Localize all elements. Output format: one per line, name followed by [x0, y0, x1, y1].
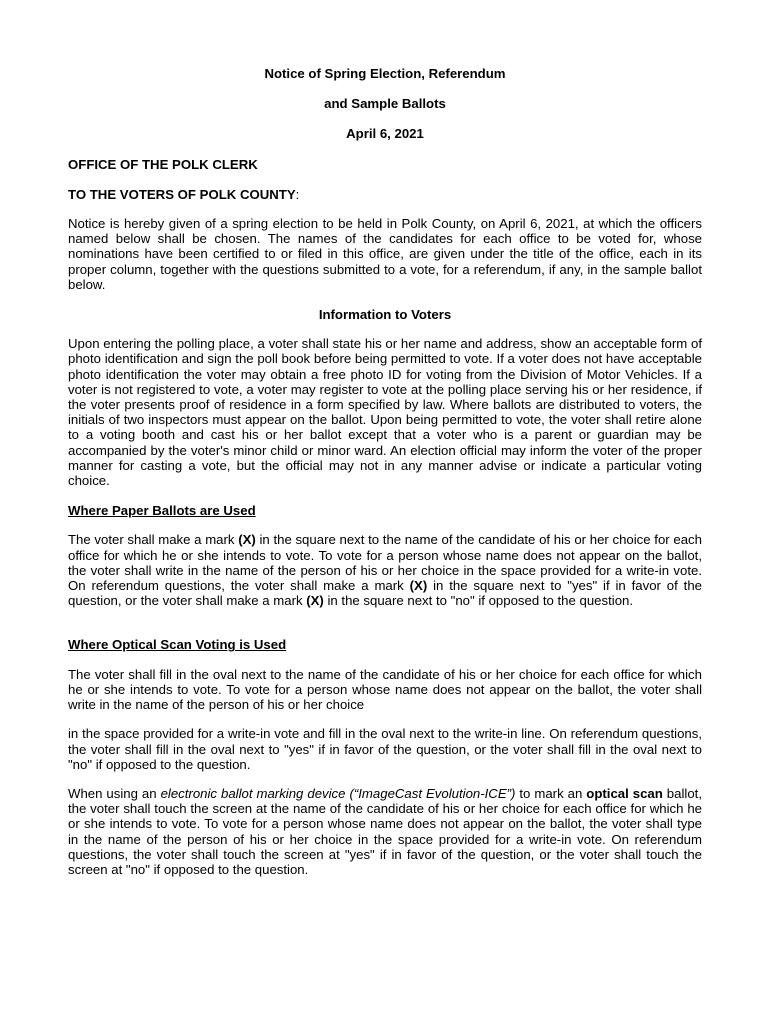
- scan-word: scan: [632, 785, 663, 801]
- to-voters-heading-line: [68, 187, 702, 202]
- mark-x-3: (X): [306, 593, 324, 609]
- office-heading: OFFICE OF THE POLK CLERK: [68, 156, 258, 172]
- optical-paragraph-1: The voter shall fill in the oval next to the name of the candidate of his or her choice for each office for which he or she intends to vote. To vote for a person whose name does not appear on the ballot, the voter shall write in the name of the person of his or her choice: [68, 666, 702, 713]
- paper-ballots-paragraph: [68, 532, 702, 608]
- info-heading: Information to Voters: [318, 307, 452, 323]
- to-voters-heading: TO THE VOTERS OF POLK COUNTY: [68, 186, 296, 202]
- paper-text-1: The voter shall make a mark: [68, 532, 239, 548]
- device-name: electronic ballot marking device (“ImageCast Evolution-ICE”): [160, 785, 516, 801]
- optical-paragraph-2: in the space provided for a write-in vote and fill in the oval next to the write-in line. On referendum questions, the voter shall fill in the oval next to "yes" if in favor of the question, or the voter shall fill in the oval next to "no" if opposed to the question.: [68, 726, 702, 772]
- info-paragraph: Upon entering the polling place, a voter shall state his or her name and address, show an acceptable form of photo identification and sign the poll book before being permitted to vote. If a voter does not have acceptable photo identification the voter may obtain a free photo ID for voting from the Division of Motor Vehicles. If a voter is not registered to vote, a voter may register to vote at the polling place serving his or her residence, if the voter presents proof of residence in a form specified by law. Where ballots are distributed to voters, the initials of two inspectors must appear on the ballot. Upon being permitted to vote, the voter shall retire alone to a voting booth and cast his or her ballot except that a voter who is a parent or guardian may be accompanied by the voter's minor child or minor ward. An election official may inform the voter of the proper manner for casting a vote, but the official may not in any manner advise or indicate a particular voting choice.: [68, 336, 702, 489]
- electronic-text-2: to mark an: [515, 785, 587, 801]
- electronic-device-paragraph: [68, 786, 702, 877]
- paper-text-3: in the square next to "yes" if in favor of the question, or the voter shall make a mark: [68, 578, 702, 609]
- mark-x-1: (X): [238, 532, 256, 548]
- electronic-text-1: When using an: [68, 785, 161, 801]
- notice-paragraph: Notice is hereby given of a spring election to be held in Polk County, on April 6, 2021, at which the officers named below shall be chosen. The names of the candidates for each office to be voted for, whose nominations have been certified to or filed in this office, are given under the title of the office, each in its proper column, together with the questions submitted to a vote, for a referendum, if any, in the sample ballot below.: [68, 216, 702, 292]
- electronic-text-3: ballot, the voter shall touch the screen at the name of the candidate of his or her choice for each office for which he or she intends to vote. To vote for a person whose name does not appear on the ballot, the voter shall type in the name of the person of his or her choice in the space provided for a write-in vote. On referendum questions, the voter shall touch the screen at "yes" if in favor of the question, or the voter shall touch the screen at "no" if opposed to the question.: [68, 785, 702, 877]
- notice-document: [68, 58, 702, 877]
- paper-text-2: in the square next to the name of the candidate of his or her choice for each office for which he or she intends to vote. To vote for a person whose name does not appear on the ballot, the voter shall write in the name of the person of his or her choice in the space provided for a write-in vote. On referendum questions, the voter shall make a mark: [68, 532, 702, 594]
- to-voters-colon: :: [295, 186, 300, 202]
- election-date: April 6, 2021: [346, 126, 424, 142]
- optical-scan-heading: Where Optical Scan Voting is Used: [68, 637, 287, 653]
- paper-text-4: in the square next to "no" if opposed to the question.: [323, 593, 634, 609]
- title-line-2: and Sample Ballots: [324, 96, 446, 112]
- paper-ballots-heading: Where Paper Ballots are Used: [68, 503, 256, 519]
- mark-x-2: (X): [409, 578, 428, 594]
- title-line-1: Notice of Spring Election, Referendum: [264, 66, 506, 81]
- optical-word: optical: [586, 785, 629, 801]
